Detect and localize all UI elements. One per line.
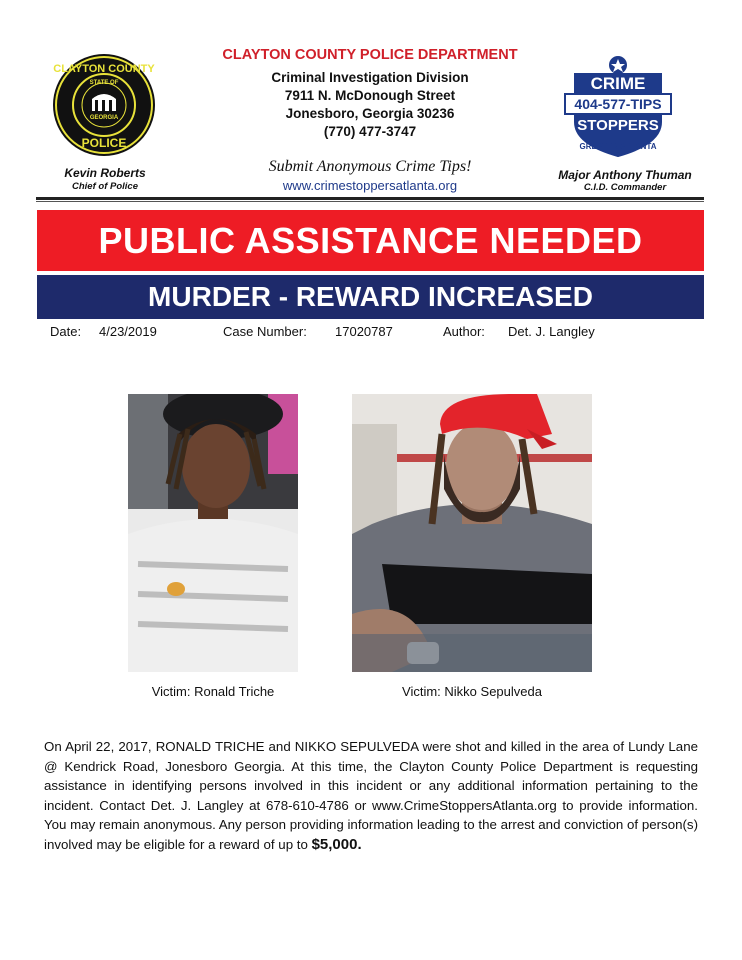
seal-bottom-text: POLICE	[81, 136, 127, 150]
seal-text-layer	[52, 53, 156, 157]
header-divider-thin	[36, 201, 704, 202]
date-label: Date:	[50, 324, 82, 339]
victim-caption-2: Victim: Nikko Sepulveda	[402, 684, 542, 699]
incident-description	[44, 737, 698, 854]
public-assistance-banner: PUBLIC ASSISTANCE NEEDED	[37, 210, 704, 271]
chief-name: Kevin Roberts	[64, 166, 146, 180]
seal-top-text: CLAYTON COUNTY	[53, 63, 155, 75]
author-label: Author:	[443, 324, 485, 339]
victim-caption-1: Victim: Ronald Triche	[151, 684, 275, 699]
incident-description-text: On April 22, 2017, RONALD TRICHE and NIKKO SEPULVEDA were shot and killed in the area of Lundy Lane @ Kendrick Road, Jonesboro Georgia. At this time, the Clayton County Police Department is requesting assistance in identifying persons involved in this incident or any additional information pertaining to the incident. Contact Det. J. Langley at 678-610-4786 or www.CrimeStoppersAtlanta.org to provide information. You may remain anonymous. Any person providing information leading to the arrest and conviction of person(s) involved may be eligible for a reward of up to	[44, 739, 698, 852]
department-phone: (770) 477-3747	[323, 124, 417, 139]
department-name: CLAYTON COUNTY POLICE DEPARTMENT	[222, 47, 518, 63]
crime-stoppers-region: GREATER ATLANTA	[579, 142, 657, 151]
victim-photo-ronald-triche	[128, 394, 298, 672]
victim-photo-nikko-sepulveda	[352, 394, 592, 672]
case-number-label: Case Number:	[223, 324, 307, 339]
date-value: 4/23/2019	[99, 324, 157, 339]
crime-stoppers-top-text: CRIME	[590, 74, 646, 93]
crime-stoppers-phone: 404-577-TIPS	[574, 96, 662, 112]
street-address: 7911 N. McDonough Street	[284, 88, 456, 103]
crime-stoppers-bottom-text: STOPPERS	[577, 117, 659, 134]
city-address: Jonesboro, Georgia 30236	[285, 106, 455, 121]
commander-title: C.I.D. Commander	[583, 182, 667, 193]
division-name: Criminal Investigation Division	[271, 70, 469, 85]
tips-url-link[interactable]: www.crimestoppersatlanta.org	[282, 178, 458, 193]
commander-name: Major Anthony Thuman	[558, 168, 692, 182]
author-value: Det. J. Langley	[508, 324, 595, 339]
crime-stoppers-text-layer	[563, 52, 673, 162]
tips-heading: Submit Anonymous Crime Tips!	[268, 158, 472, 175]
chief-title: Chief of Police	[72, 181, 138, 192]
seal-inner-bottom-text: GEORGIA	[89, 115, 119, 121]
header-divider	[36, 197, 704, 200]
case-number-value: 17020787	[335, 324, 393, 339]
murder-reward-banner: MURDER - REWARD INCREASED	[37, 275, 704, 319]
seal-inner-top-text: STATE OF	[89, 80, 119, 86]
reward-amount: $5,000.	[311, 835, 362, 853]
